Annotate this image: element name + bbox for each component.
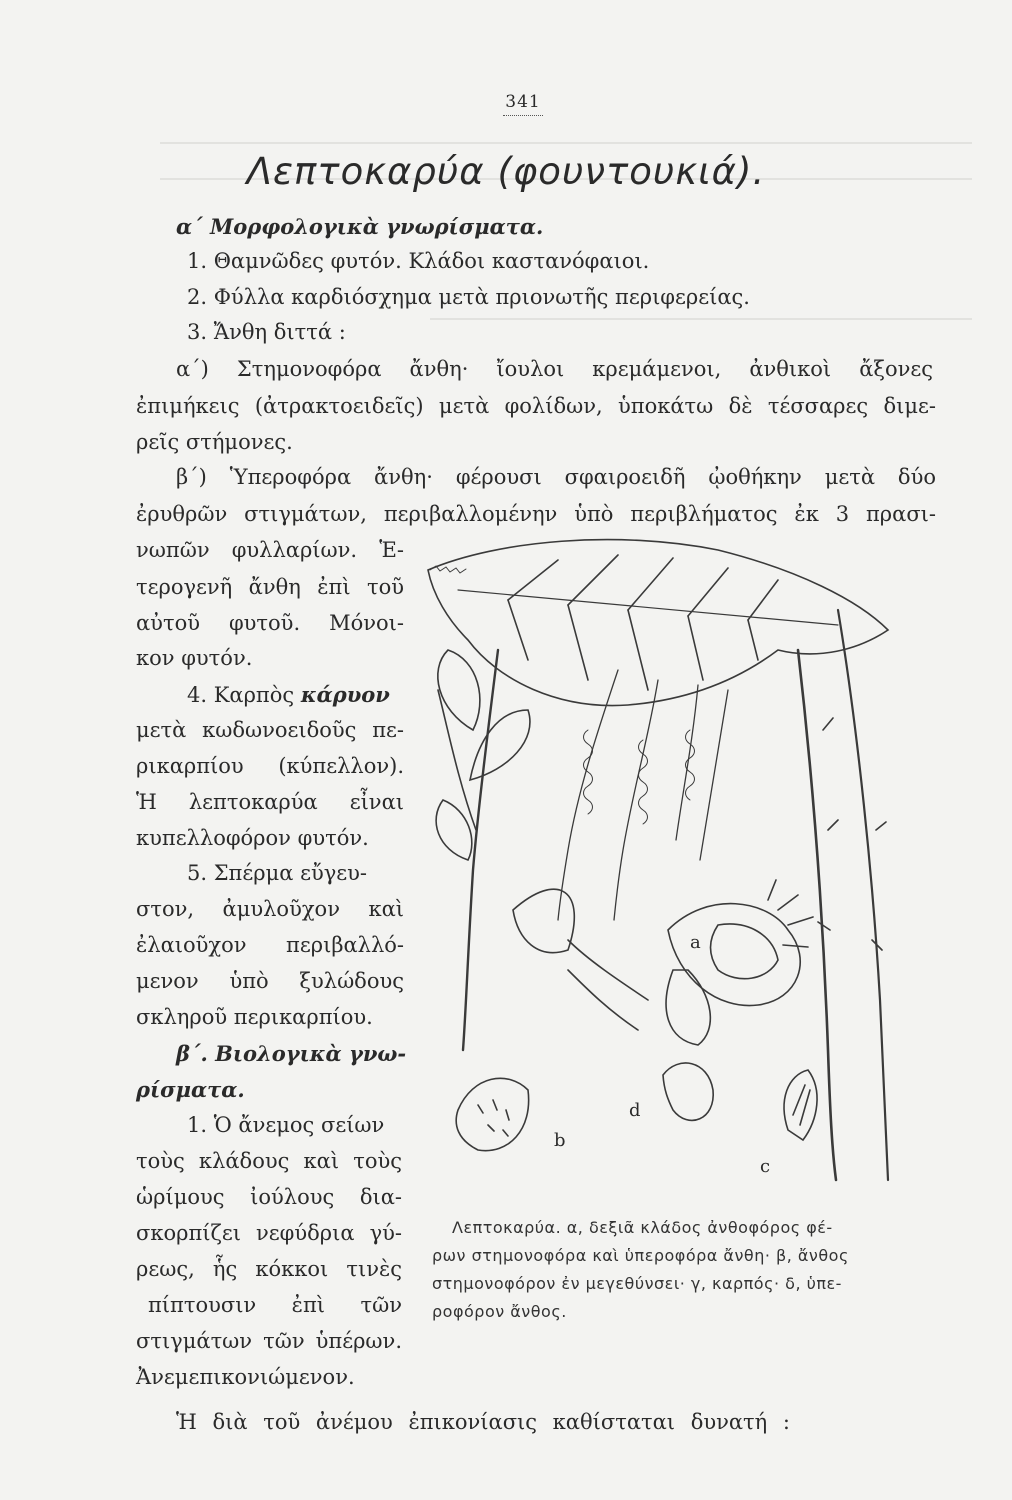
page-title: Λεπτοκαρύα (φουντουκιά).	[246, 150, 766, 193]
page-number: 341	[503, 92, 543, 116]
item-5-line-1: 5. Σπέρμα εὔγευ-	[187, 861, 368, 885]
item-1: 1. Θαμνῶδες φυτόν. Κλάδοι καστανόφαιοι.	[187, 249, 650, 273]
figure-caption-line-1: Λεπτοκαρύα. α, δεξιᾶ κλάδος ἀνθοφόρος φέ-	[452, 1218, 833, 1237]
item-5-line-3: ἐλαιοῦχον περιβαλλό-	[136, 933, 404, 957]
figure-caption-line-3: στημονοφόρον ἐν μεγεθύνσει· γ, καρπός· δ, ὑπε-	[432, 1274, 842, 1293]
section-b-item-1-line-5: ρεως, ἧς κόκκοι τινὲς	[136, 1257, 402, 1281]
item-3b-line-6: κον φυτόν.	[136, 646, 253, 670]
figure-label-a: a	[690, 932, 701, 953]
section-b-heading-2: ρίσματα.	[136, 1077, 245, 1102]
figure-caption-line-2: ρων στημονοφόρα καὶ ὑπεροφόρα ἄνθη· β, ἄνθος	[432, 1246, 849, 1265]
section-b-item-1-line-3: ὡρίμους ἰούλους δια-	[136, 1185, 402, 1209]
item-5-line-4: μενον ὑπὸ ξυλώδους	[136, 969, 404, 993]
item-4-line-2: μετὰ κωδωνοειδοῦς πε-	[136, 718, 404, 742]
item-3b-line-1: β΄) Ὑπεροφόρα ἄνθη· φέρουσι σφαιροειδῆ ᾠοθήκην μετὰ δύο	[176, 465, 936, 489]
bleed-through-line	[430, 318, 972, 320]
item-4-line-3: ρικαρπίου (κύπελλον).	[136, 754, 404, 778]
section-b-item-1-line-2: τοὺς κλάδους καὶ τοὺς	[136, 1149, 402, 1173]
figure-caption-line-4: ροφόρον ἄνθος.	[432, 1302, 567, 1321]
item-3b-line-5: αὐτοῦ φυτοῦ. Μόνοι-	[136, 611, 404, 635]
item-3: 3. Ἄνθη διττά :	[187, 320, 346, 344]
bleed-through-line	[160, 142, 972, 144]
item-4-line-4: Ἡ λεπτοκαρύα εἶναι	[136, 790, 404, 814]
item-3b-line-2: ἐρυθρῶν στιγμάτων, περιβαλλομένην ὑπὸ περιβλήματος ἐκ 3 πρασι-	[136, 502, 936, 526]
last-line: Ἡ διὰ τοῦ ἀνέμου ἐπικονίασις καθίσταται δυνατή :	[176, 1410, 790, 1434]
hazel-illustration	[418, 530, 930, 1210]
item-4-line-5: κυπελλοφόρον φυτόν.	[136, 826, 369, 850]
item-3b-line-4: τερογενῆ ἄνθη ἐπὶ τοῦ	[136, 575, 404, 599]
figure-label-d: d	[629, 1100, 641, 1121]
item-2: 2. Φύλλα καρδιόσχημα μετὰ πριονωτῆς περιφερείας.	[187, 285, 750, 309]
figure-label-b: b	[554, 1130, 566, 1151]
item-3a-line-2: ἐπιμήκεις (ἀτρακτοειδεῖς) μετὰ φολίδων, ὑποκάτω δὲ τέσσαρες διμε-	[136, 394, 936, 418]
item-3a-line-3: ρεῖς στήμονες.	[136, 430, 293, 454]
hazel-branch-drawing	[418, 530, 930, 1210]
item-5-line-2: στον, ἀμυλοῦχον καὶ	[136, 897, 404, 921]
item-5-line-5: σκληροῦ περικαρπίου.	[136, 1005, 373, 1029]
item-3b-line-3: νωπῶν φυλλαρίων. Ἑ-	[136, 538, 404, 562]
section-b-item-1-line-4: σκορπίζει νεφύδρια γύ-	[136, 1221, 402, 1245]
figure-label-c: c	[760, 1156, 771, 1177]
section-b-item-1-line-1: 1. Ὁ ἄνεμος σείων	[187, 1113, 385, 1137]
item-4-text: 4. Καρπὸς	[187, 683, 295, 707]
section-b-item-1-line-8: Ἀνεμεπικονιώμενον.	[136, 1365, 355, 1389]
section-b-item-1-line-7: στιγμάτων τῶν ὑπέρων.	[136, 1329, 402, 1353]
section-a-heading: α΄ Μορφολογικὰ γνωρίσματα.	[176, 214, 544, 239]
section-b-heading-1: β΄. Βιολογικὰ γνω-	[176, 1041, 407, 1066]
item-4-line-1	[187, 684, 390, 706]
section-b-item-1-line-6: πίπτουσιν ἐπὶ τῶν	[148, 1293, 402, 1317]
item-3a-line-1: α΄) Στημονοφόρα ἄνθη· ἴουλοι κρεμάμενοι, ἀνθικοὶ ἄξονες	[176, 357, 933, 381]
item-4-term: κάρυον	[300, 682, 390, 707]
